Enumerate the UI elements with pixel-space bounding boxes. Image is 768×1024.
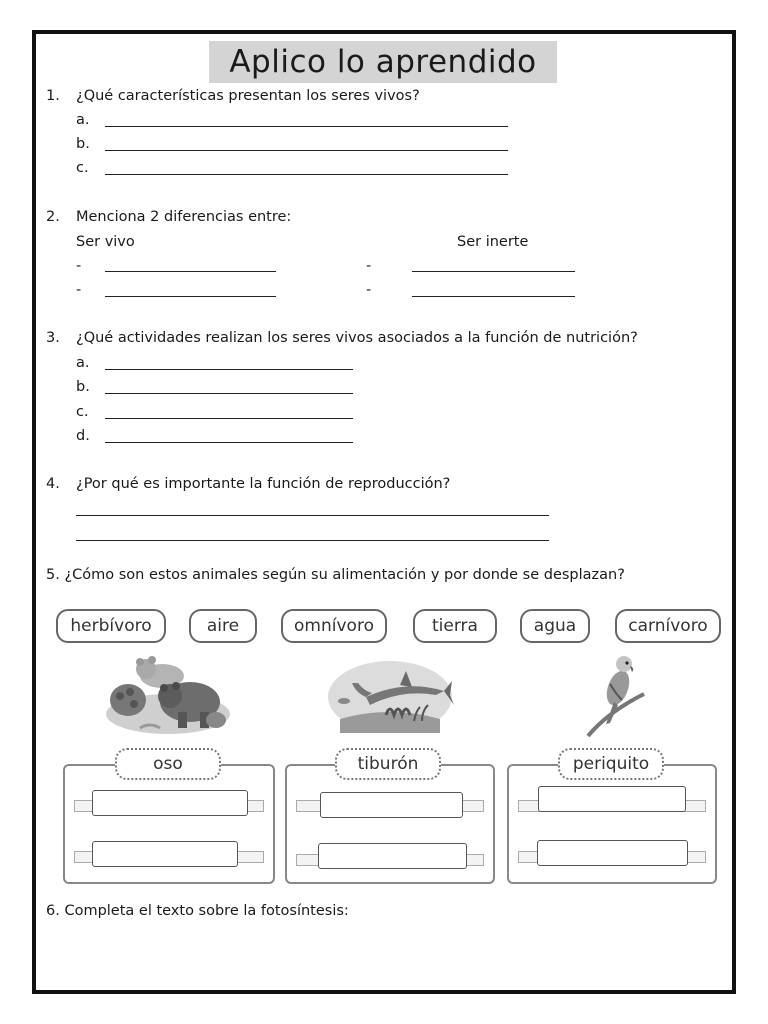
q5-text: 5. ¿Cómo son estos animales según su alimentación y por donde se desplazan? (46, 567, 625, 583)
word-chip-tierra[interactable]: tierra (413, 609, 497, 643)
q2-col-ser-inerte: Ser inerte (457, 234, 529, 250)
q4-answer-line-2[interactable] (76, 540, 549, 541)
word-chip-agua[interactable]: agua (520, 609, 590, 643)
q2-dash: - (76, 258, 82, 274)
animal-card-periquito (507, 764, 717, 884)
parakeet-illustration (580, 650, 648, 742)
page-title: Aplico lo aprendido (209, 41, 557, 83)
q3-option-a: a. (76, 355, 90, 371)
q2-inerte-line-1[interactable] (412, 271, 575, 272)
word-chip-omnivoro[interactable]: omnívoro (281, 609, 387, 643)
tiburon-diet-slot[interactable] (320, 792, 463, 818)
q2-col-ser-vivo: Ser vivo (76, 234, 135, 250)
q2-vivo-line-2[interactable] (105, 296, 276, 297)
q2-dash: - (366, 282, 372, 298)
q3-answer-line-c[interactable] (105, 418, 353, 419)
q3-answer-line-b[interactable] (105, 393, 353, 394)
q1-answer-line-b[interactable] (105, 150, 508, 151)
q3-option-d: d. (76, 428, 90, 444)
shark-illustration (326, 655, 454, 739)
animal-label-oso: oso (115, 748, 221, 780)
q1-option-c: c. (76, 160, 89, 176)
q1-answer-line-c[interactable] (105, 174, 508, 175)
tiburon-movement-slot[interactable] (318, 843, 467, 869)
periquito-movement-slot[interactable] (537, 840, 688, 866)
periquito-diet-slot[interactable] (538, 786, 686, 812)
q2-inerte-line-2[interactable] (412, 296, 575, 297)
q3-number: 3. (46, 330, 60, 346)
word-chip-herbivoro[interactable]: herbívoro (56, 609, 166, 643)
q2-number: 2. (46, 209, 60, 225)
oso-diet-slot[interactable] (92, 790, 248, 816)
q1-option-b: b. (76, 136, 90, 152)
q3-option-b: b. (76, 379, 90, 395)
bear-illustration (100, 652, 235, 738)
q2-dash: - (76, 282, 82, 298)
word-chip-carnivoro[interactable]: carnívoro (615, 609, 721, 643)
animal-label-periquito: periquito (558, 748, 664, 780)
animal-label-tiburon: tiburón (335, 748, 441, 780)
q1-answer-line-a[interactable] (105, 126, 508, 127)
q2-vivo-line-1[interactable] (105, 271, 276, 272)
q4-answer-line-1[interactable] (76, 515, 549, 516)
word-chip-aire[interactable]: aire (189, 609, 257, 643)
q1-text: ¿Qué características presentan los seres vivos? (76, 88, 420, 104)
q4-number: 4. (46, 476, 60, 492)
q2-text: Menciona 2 diferencias entre: (76, 209, 292, 225)
q3-text: ¿Qué actividades realizan los seres vivos asociados a la función de nutrición? (76, 330, 638, 346)
q3-option-c: c. (76, 404, 89, 420)
q1-number: 1. (46, 88, 60, 104)
q3-answer-line-d[interactable] (105, 442, 353, 443)
q1-option-a: a. (76, 112, 90, 128)
oso-movement-slot[interactable] (92, 841, 238, 867)
q3-answer-line-a[interactable] (105, 369, 353, 370)
q6-text: 6. Completa el texto sobre la fotosíntesis: (46, 903, 349, 919)
q2-dash: - (366, 258, 372, 274)
q4-text: ¿Por qué es importante la función de reproducción? (76, 476, 451, 492)
